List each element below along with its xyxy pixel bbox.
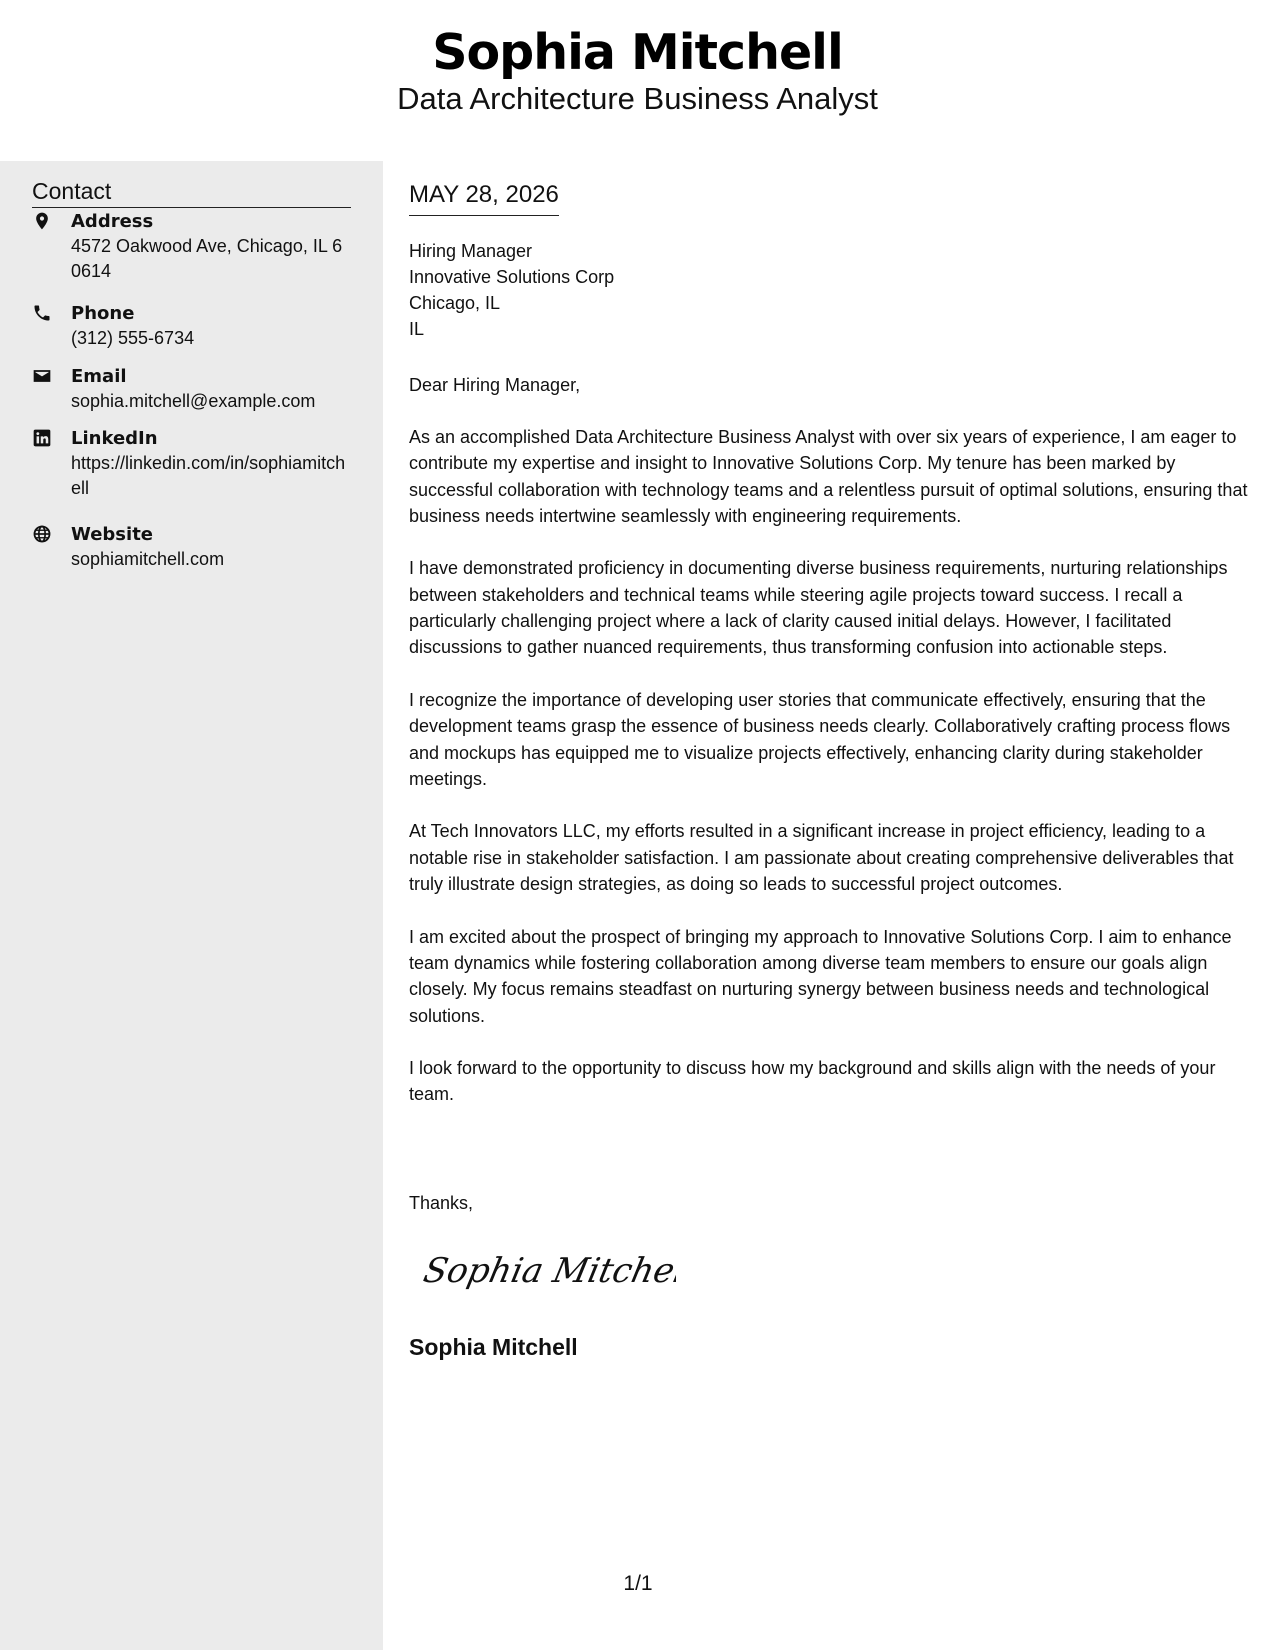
contact-value-email: sophia.mitchell@example.com bbox=[71, 391, 316, 411]
page-number: 1/1 bbox=[623, 1572, 653, 1595]
recipient-line: Chicago, IL bbox=[409, 293, 501, 313]
envelope-icon bbox=[32, 366, 56, 390]
letter-paragraph: As an accomplished Data Architecture Business Analyst with over six years of experience, I am eager to contribute my expertise and insight to Innovative Solutions Corp. My tenure has been marked by successful collaboration with technology teams and a relentless pursuit of optimal solutions, ensuring that business needs intertwine seamlessly with engineering requirements. bbox=[409, 427, 1248, 526]
contact-sidebar bbox=[0, 161, 383, 1650]
letter-date: MAY 28, 2026 bbox=[409, 180, 559, 216]
contact-value-address: 4572 Oakwood Ave, Chicago, IL 60614 bbox=[71, 236, 343, 281]
location-pin-icon bbox=[32, 211, 56, 235]
recipient-block bbox=[409, 238, 614, 342]
signature-text: Sophia Mitchell bbox=[420, 1251, 676, 1291]
contact-label: LinkedIn bbox=[71, 428, 158, 449]
contact-label: Phone bbox=[71, 303, 135, 324]
handwritten-signature bbox=[416, 1244, 676, 1296]
closing: Thanks, bbox=[409, 1193, 474, 1213]
phone-icon bbox=[32, 303, 56, 327]
applicant-title: Data Architecture Business Analyst bbox=[397, 81, 878, 116]
letter-paragraph: At Tech Innovators LLC, my efforts resulted in a significant increase in project efficiency, leading to a notable rise in stakeholder satisfaction. I am passionate about creating comprehensive deliverables that truly illustrate design strategies, as doing so leads to successful project outcomes. bbox=[409, 821, 1234, 895]
letter-paragraph: I have demonstrated proficiency in documenting diverse business requirements, nurturing relationships between stakeholders and technical teams while steering agile projects toward success. I recall a particularly challenging project where a lack of clarity caused initial delays. However, I facilitated discussions to gather nuanced requirements, thus transforming confusion into actionable steps. bbox=[409, 558, 1228, 658]
letter-paragraph: I look forward to the opportunity to discuss how my background and skills align with the needs of your team. bbox=[409, 1058, 1216, 1105]
letter-body bbox=[409, 424, 1255, 1134]
recipient-line: Hiring Manager bbox=[409, 241, 533, 261]
linkedin-icon bbox=[32, 428, 56, 452]
contact-heading: Contact bbox=[32, 176, 351, 208]
recipient-line: IL bbox=[409, 319, 425, 339]
letter-paragraph: I am excited about the prospect of bringing my approach to Innovative Solutions Corp. I aim to enhance team dynamics while fostering collaboration among diverse team members to ensure our goals align closely. My focus remains steadfast on nurturing synergy between business needs and technological solutions. bbox=[409, 926, 1232, 1026]
applicant-name: Sophia Mitchell bbox=[432, 24, 843, 81]
contact-label: Email bbox=[71, 366, 127, 387]
signer-name: Sophia Mitchell bbox=[409, 1334, 578, 1360]
contact-value-phone: (312) 555-6734 bbox=[71, 328, 195, 348]
contact-label: Website bbox=[71, 524, 154, 545]
globe-icon bbox=[32, 524, 56, 548]
header bbox=[0, 0, 1275, 161]
contact-value-linkedin: https://linkedin.com/in/sophiamitchell bbox=[71, 453, 346, 498]
recipient-line: Innovative Solutions Corp bbox=[409, 267, 615, 287]
contact-label: Address bbox=[71, 211, 154, 232]
salutation: Dear Hiring Manager, bbox=[409, 375, 581, 395]
letter-paragraph: I recognize the importance of developing user stories that communicate effectively, ensuring that the development teams grasp the essence of business needs clearly. Collaboratively crafting process flows and mockups has equipped me to visualize projects effectively, enhancing clarity during stakeholder meetings. bbox=[409, 689, 1231, 789]
contact-value-website: sophiamitchell.com bbox=[71, 549, 225, 569]
